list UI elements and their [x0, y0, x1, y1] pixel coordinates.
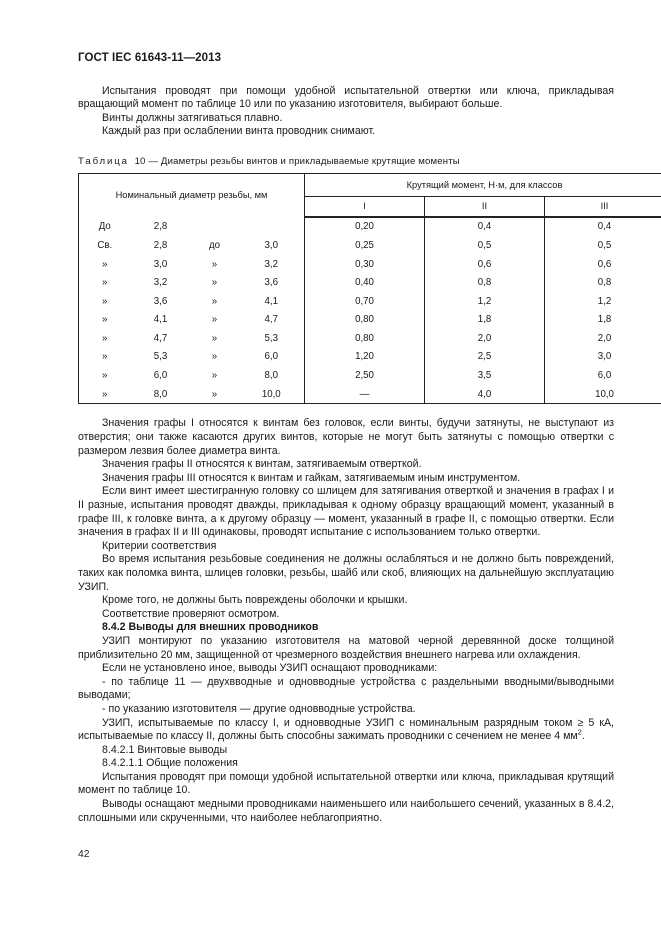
cell-class-3: 0,6 [545, 255, 661, 274]
table-row [79, 217, 661, 237]
section-paragraph-5: Выводы оснащают медными проводниками наименьшего или наибольшего сечений, указанных в 8.4.2, сплошными или скрученными, что наиболее неблагоприятно. [78, 798, 614, 824]
cell-class-1: 1,20 [305, 348, 425, 367]
table-row [79, 366, 661, 385]
cell-mid: » [211, 370, 218, 382]
section-paragraph-3-end: . [581, 730, 585, 743]
cell-value-to: 3,6 [264, 277, 278, 289]
note-paragraph-3: Значения графы III относятся к винтам и гайкам, затягиваемым иным инструментом. [102, 471, 521, 484]
cell-class-3: 3,0 [545, 348, 661, 367]
cell-class-3: 10,0 [545, 385, 661, 404]
torque-table [78, 173, 661, 405]
cell-class-2: 4,0 [425, 385, 545, 404]
paragraph-intro-2: Винты должны затягиваться плавно. [102, 111, 283, 124]
superscript-square: 2 [577, 727, 582, 737]
section-bullet-2: - по указанию изготовителя — другие одновводные устройства. [102, 702, 416, 715]
cell-value-from: 3,0 [153, 258, 168, 270]
cell-class-2: 2,0 [425, 329, 545, 348]
cell-class-2: 0,6 [425, 255, 545, 274]
cell-value-to: 8,0 [264, 370, 278, 382]
cell-value-to [239, 217, 305, 237]
cell-class-1: 0,25 [305, 236, 425, 255]
section-paragraph-3 [78, 717, 614, 744]
cell-prefix: » [79, 329, 131, 348]
heading-8-4-2-1-1: 8.4.2.1.1 Общие положения [102, 757, 238, 770]
cell-class-1: 2,50 [305, 366, 425, 385]
note-paragraph-4: Если винт имеет шестигранную головку со шлицем для затягивания отверткой и значения в графах I и II разные, испытания проводят дважды, прикладывая к одному образцу вращающий момент, указанный в графе III, к головке винта, а к другому образцу — момент, указанный в графе II, с помощью отвертки. Если значения в графах II и III одинаковы, проводят испытание с использованием только отвертки. [78, 485, 614, 539]
header-torque: Крутящий момент, Н·м, для классов [305, 173, 661, 196]
table-row [79, 348, 661, 367]
cell-class-2: 0,8 [425, 273, 545, 292]
cell-class-3: 1,2 [545, 292, 661, 311]
cell-class-2: 0,4 [425, 217, 545, 237]
cell-class-3: 6,0 [545, 366, 661, 385]
cell-prefix: » [79, 385, 131, 404]
cell-mid: до [208, 239, 221, 251]
note-paragraph-7: Соответствие проверяют осмотром. [102, 607, 280, 620]
cell-class-2: 1,8 [425, 310, 545, 329]
cell-class-3: 0,5 [545, 236, 661, 255]
cell-mid: » [211, 314, 218, 326]
paragraph-intro-3: Каждый раз при ослаблении винта проводник снимают. [102, 125, 376, 138]
page-header-title: ГОСТ IEC 61643-11—2013 [78, 52, 222, 64]
page-content [78, 52, 614, 825]
table-row [79, 255, 661, 274]
cell-mid [191, 217, 239, 237]
cell-prefix: Св. [79, 236, 131, 255]
table-row [79, 273, 661, 292]
heading-8-4-2-1: 8.4.2.1 Винтовые выводы [102, 743, 228, 756]
section-bullet-1: - по таблице 11 — двухвводные и одновводные устройства с раздельными вводными/выводными выводами; [78, 675, 614, 702]
cell-prefix: » [79, 310, 131, 329]
cell-prefix: » [79, 366, 131, 385]
table-header-row-1 [79, 173, 661, 196]
header-class-2: II [425, 196, 545, 217]
cell-value-from: 5,3 [153, 351, 168, 363]
cell-class-2: 1,2 [425, 292, 545, 311]
note-paragraph-6: Кроме того, не должны быть повреждены оболочки и крышки. [102, 594, 408, 607]
cell-value-from: 3,6 [153, 295, 168, 307]
cell-class-1: 0,30 [305, 255, 425, 274]
cell-prefix: » [79, 255, 131, 274]
cell-value-from: 4,7 [153, 332, 168, 344]
cell-value-from: 3,2 [153, 277, 168, 289]
cell-class-1: — [305, 385, 425, 404]
cell-value-to: 3,2 [264, 258, 278, 270]
header-nominal-diameter: Номинальный диаметр резьбы, мм [79, 173, 305, 217]
cell-class-2: 3,5 [425, 366, 545, 385]
note-paragraph-5: Во время испытания резьбовые соединения не должны ослабляться и не должно быть повреждений, таких как поломка винта, шлицев головки, резьбы, шайб или скоб, влияющих на дальнейшую эксплуатацию УЗИП. [78, 553, 614, 593]
cell-class-1: 0,40 [305, 273, 425, 292]
cell-value-from: 2,8 [153, 220, 168, 232]
table-row [79, 236, 661, 255]
table-row [79, 329, 661, 348]
section-paragraph-2: Если не установлено иное, выводы УЗИП оснащают проводниками: [102, 662, 438, 675]
cell-value-from: 2,8 [153, 239, 168, 251]
cell-value-to: 4,7 [264, 314, 278, 326]
table-row [79, 310, 661, 329]
page-number: 42 [78, 849, 90, 860]
cell-class-3: 0,8 [545, 273, 661, 292]
cell-class-2: 0,5 [425, 236, 545, 255]
cell-class-3: 1,8 [545, 310, 661, 329]
heading-8-4-2: 8.4.2 Выводы для внешних проводников [102, 621, 319, 634]
table-caption-number: 10 [134, 156, 146, 168]
table-caption-text: — Диаметры резьбы винтов и прикладываемые крутящие моменты [148, 156, 460, 168]
criteria-title: Критерии соответствия [102, 539, 217, 552]
cell-prefix: » [79, 292, 131, 311]
cell-prefix: До [79, 217, 131, 237]
cell-mid: » [191, 385, 239, 404]
cell-value-to: 4,1 [264, 295, 278, 307]
cell-mid: » [211, 295, 218, 307]
note-paragraph-1: Значения графы I относятся к винтам без головок, если винты, будучи затянуты, не выступают из отверстия; они также касаются других винтов, которые не могут быть затянуты с помощью отвертки с размером лезвия более диаметра винта. [78, 417, 614, 457]
section-paragraph-1: УЗИП монтируют по указанию изготовителя на матовой черной деревянной доске толщиной приблизительно 20 мм, защищенной от чрезмерного воздействия внешнего нагрева или охлаждения. [78, 634, 614, 661]
section-paragraph-3-text: УЗИП, испытываемые по классу I, и одновводные УЗИП с номинальным разрядным током ≥ 5 кА, испытываемые по классу II, должны быть способны зажимать проводники с сечением не менее 4 мм [78, 716, 614, 743]
paragraph-intro-1: Испытания проводят при помощи удобной испытательной отвертки или ключа, прикладывая вращающий момент по таблице 10 или по указанию изготовителя, выбирают больше. [78, 84, 614, 111]
cell-value-from: 8,0 [131, 385, 191, 404]
cell-value-from: 6,0 [153, 370, 168, 382]
cell-value-to: 10,0 [239, 385, 305, 404]
table-body [79, 217, 661, 404]
cell-class-2: 2,5 [425, 348, 545, 367]
cell-class-3: 2,0 [545, 329, 661, 348]
cell-value-from: 4,1 [153, 314, 168, 326]
header-class-1: I [305, 196, 425, 217]
cell-value-to: 3,0 [264, 239, 278, 251]
cell-mid: » [211, 332, 218, 344]
cell-class-1: 0,80 [305, 329, 425, 348]
header-class-3: III [545, 196, 661, 217]
cell-class-1: 0,20 [305, 217, 425, 237]
section-paragraph-4: Испытания проводят при помощи удобной испытательной отвертки или ключа, прикладывая крутящий момент по таблице 10. [78, 770, 614, 797]
cell-value-to: 6,0 [264, 351, 278, 363]
table-row [79, 385, 661, 404]
table-caption [78, 156, 614, 168]
cell-value-to: 5,3 [264, 332, 278, 344]
cell-class-1: 0,70 [305, 292, 425, 311]
table-caption-label: Таблица [78, 156, 129, 168]
cell-mid: » [211, 258, 218, 270]
note-paragraph-2: Значения графы II относятся к винтам, затягиваемым отверткой. [102, 458, 422, 471]
table-row [79, 292, 661, 311]
cell-mid: » [211, 277, 218, 289]
cell-prefix: » [79, 348, 131, 367]
cell-mid: » [211, 351, 218, 363]
cell-prefix: » [79, 273, 131, 292]
cell-class-1: 0,80 [305, 310, 425, 329]
cell-class-3: 0,4 [545, 217, 661, 237]
